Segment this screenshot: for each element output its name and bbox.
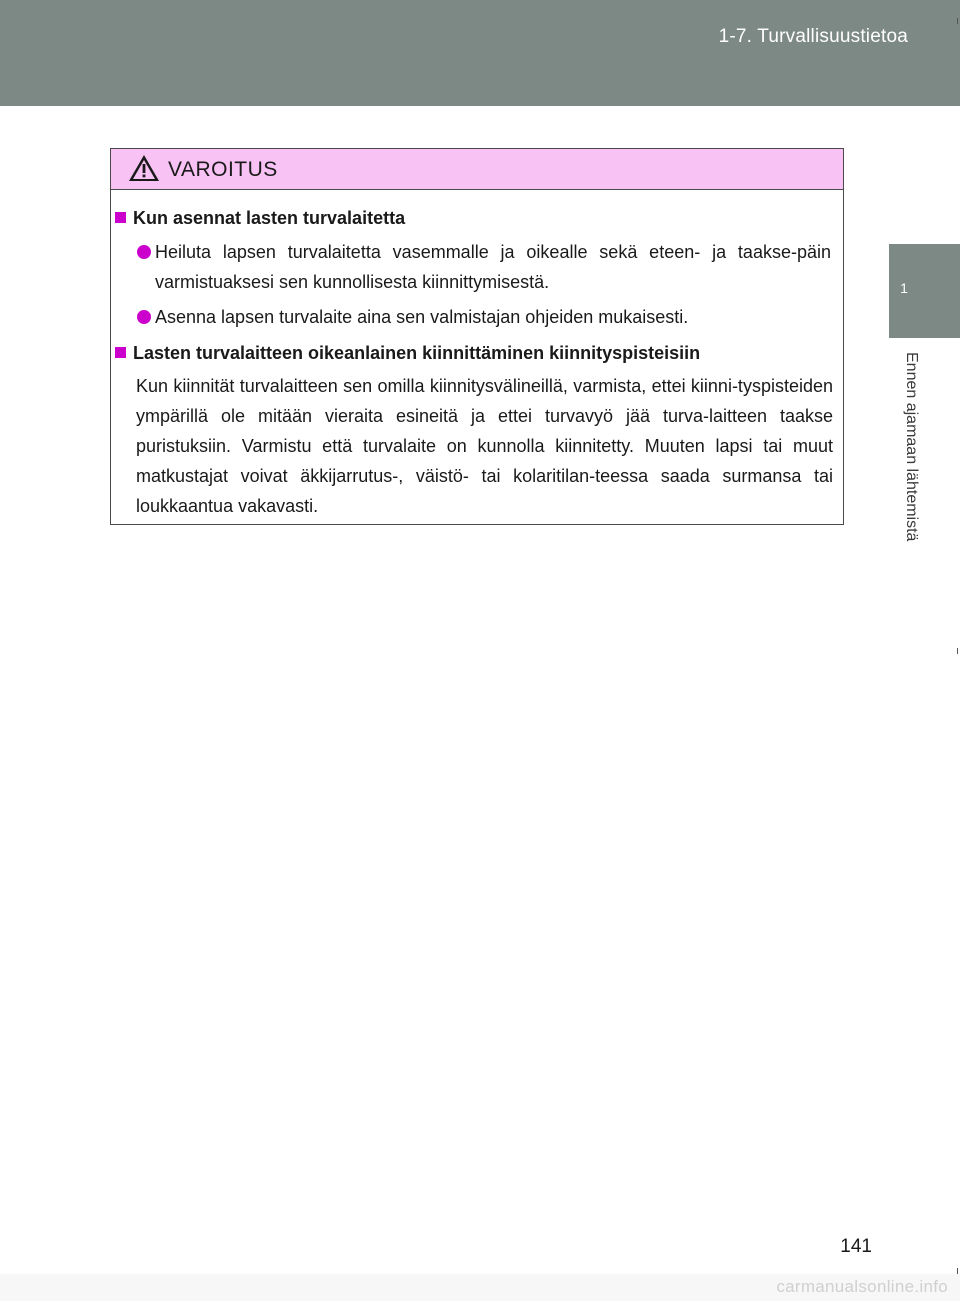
chapter-number: 1 (900, 280, 908, 296)
watermark-text: carmanualsonline.info (776, 1277, 948, 1296)
section-heading: Lasten turvalaitteen oikeanlainen kiinnittäminen kiinnityspisteisiin (115, 341, 700, 365)
section-title: 1-7. Turvallisuustietoa (718, 26, 908, 47)
header-band (0, 0, 960, 106)
warning-box (110, 148, 844, 525)
warning-triangle-icon (128, 154, 160, 182)
round-bullet-icon (137, 310, 151, 324)
page-number: 141 (840, 1236, 872, 1257)
warning-header (111, 149, 843, 190)
crop-mark (957, 18, 958, 24)
square-bullet-icon (115, 212, 126, 223)
chapter-title: Ennen ajamaan lähtemistä (903, 352, 920, 542)
footer-watermark (0, 1274, 960, 1301)
section-heading: Kun asennat lasten turvalaitetta (115, 206, 405, 230)
crop-mark (957, 648, 958, 654)
chapter-tab (889, 244, 960, 338)
warning-title: VAROITUS (168, 158, 278, 181)
warning-paragraph: Kun kiinnität turvalaitteen sen omilla kiinnitysvälineillä, varmista, ettei kiinni-tyspisteiden ympärillä ole mitään vieraita esineitä ja ettei turvavyö jää turva-laitteen taakse puristuksiin. Varmistu että turvalaite on kunnolla kiinnitetty. Muuten lapsi tai muut matkustajat voivat äkkijarrutus-, väistö- tai kolaritilan-teessa saada surmansa tai loukkaantua vakavasti. (136, 376, 833, 516)
round-bullet-icon (137, 245, 151, 259)
list-item: Asenna lapsen turvalaite aina sen valmistajan ohjeiden mukaisesti. (155, 302, 831, 332)
list-item: Heiluta lapsen turvalaitetta vasemmalle ja oikealle sekä eteen- ja taakse-päin varmistuaksesi sen kunnollisesta kiinnittymisestä. (155, 237, 831, 297)
square-bullet-icon (115, 347, 126, 358)
